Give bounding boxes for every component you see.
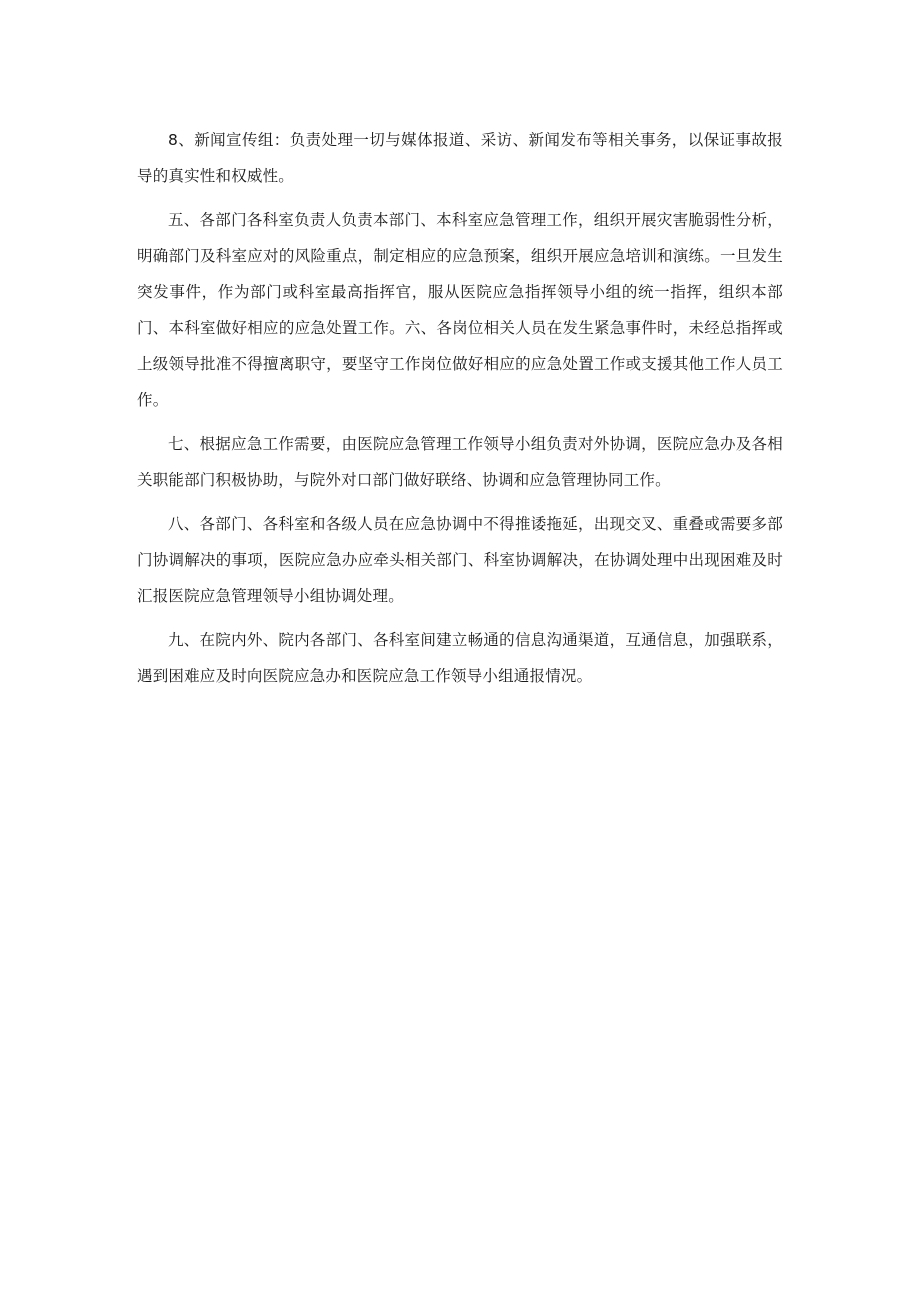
paragraph-section-eight: 八、各部门、各科室和各级人员在应急协调中不得推诿拖延，出现交叉、重叠或需要多部门协调解决的事项，医院应急办应牵头相关部门、科室协调解决，在协调处理中出现困难及时汇报医院应急管理领导小组协调处理。	[137, 515, 783, 605]
paragraph-section-five: 五、各部门各科室负责人负责本部门、本科室应急管理工作，组织开展灾害脆弱性分析，明确部门及科室应对的风险重点，制定相应的应急预案，组织开展应急培训和演练。一旦发生突发事件，作为部门或科室最高指挥官，服从医院应急指挥领导小组的统一指挥，组织本部门、本科室做好相应的应急处置工作。六、各岗位相关人员在发生紧急事件时，未经总指挥或上级领导批准不得擅离职守，要坚守工作岗位做好相应的应急处置工作或支援其他工作人员工作。	[137, 211, 783, 409]
paragraph-section-seven: 七、根据应急工作需要，由医院应急管理工作领导小组负责对外协调，医院应急办及各相关职能部门积极协助，与院外对口部门做好联络、协调和应急管理协同工作。	[137, 435, 783, 489]
paragraph-section-nine: 九、在院内外、院内各部门、各科室间建立畅通的信息沟通渠道，互通信息，加强联系，遇到困难应及时向医院应急办和医院应急工作领导小组通报情况。	[137, 631, 783, 685]
document-body	[137, 122, 783, 702]
paragraph-news-publicity-group: 8、新闻宣传组：负责处理一切与媒体报道、采访、新闻发布等相关事务，以保证事故报导的真实性和权威性。	[137, 131, 783, 185]
